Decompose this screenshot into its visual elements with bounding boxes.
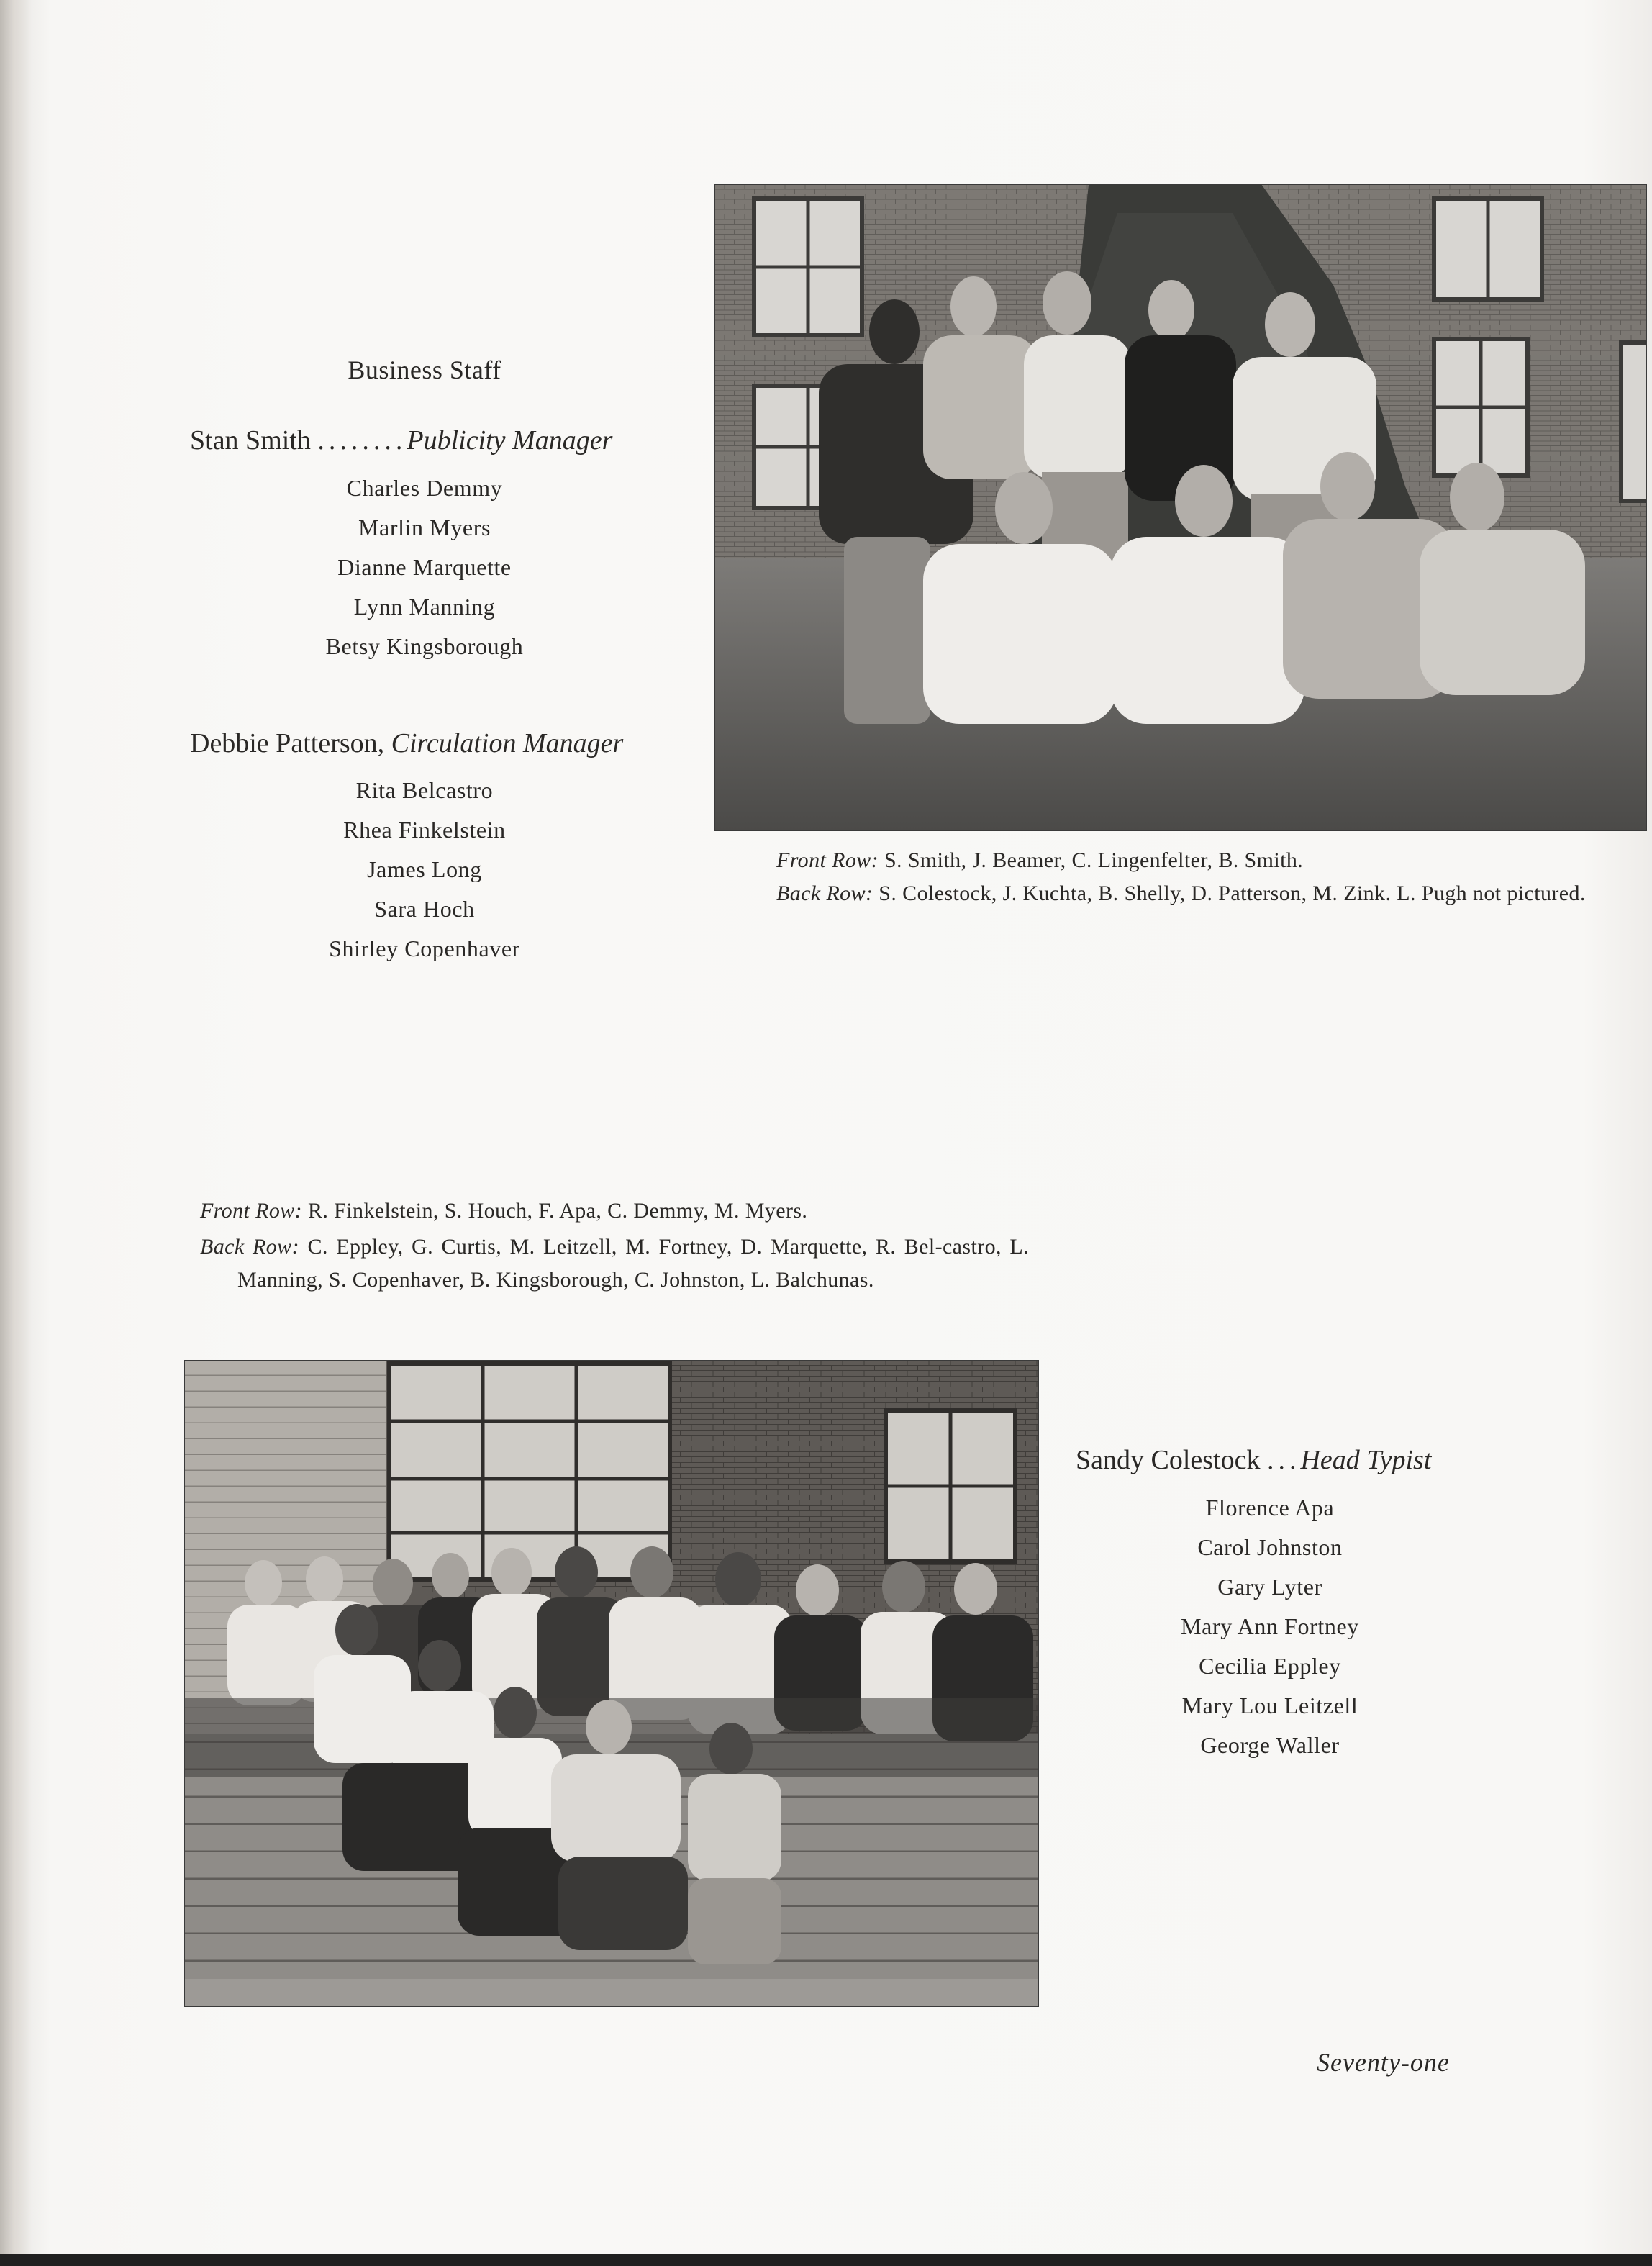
circulation-manager-title: Circulation Manager xyxy=(391,728,624,758)
publicity-manager-name: Stan Smith xyxy=(190,425,311,456)
list-item: Dianne Marquette xyxy=(337,554,512,580)
caption-back-row xyxy=(200,1231,1029,1297)
business-staff-heading xyxy=(273,355,576,385)
caption-back-row-label: Back Row: xyxy=(776,882,873,905)
list-item: Mary Ann Fortney xyxy=(1181,1613,1359,1639)
head-typist-line xyxy=(1076,1444,1431,1476)
circulation-staff-list xyxy=(273,771,576,969)
publicity-manager-line xyxy=(190,425,612,456)
top-photo-caption xyxy=(776,844,1611,910)
caption-front-row-names: S. Smith, J. Beamer, C. Lingenfelter, B. Smith. xyxy=(884,848,1304,872)
list-item: Sara Hoch xyxy=(374,896,475,922)
caption-back-row-names: S. Colestock, J. Kuchta, B. Shelly, D. Patterson, M. Zink. L. Pugh not pictured. xyxy=(879,882,1586,905)
list-item: Betsy Kingsborough xyxy=(325,633,524,659)
caption-front-row-label: Front Row: xyxy=(776,848,879,872)
typists-photo xyxy=(184,1360,1039,2007)
list-item: Shirley Copenhaver xyxy=(329,935,520,961)
caption-front-row xyxy=(776,844,1611,877)
caption-back-row-label: Back Row: xyxy=(200,1235,299,1259)
publicity-manager-title: Publicity Manager xyxy=(407,425,613,456)
leader-dots: ........ xyxy=(317,425,407,456)
list-item: George Waller xyxy=(1200,1732,1340,1758)
publicity-staff-list xyxy=(273,468,576,666)
list-item: Charles Demmy xyxy=(346,475,503,501)
binding-shadow xyxy=(0,0,32,2266)
head-typist-name: Sandy Colestock xyxy=(1076,1445,1261,1475)
page-number xyxy=(1317,2047,1450,2077)
list-item: Rhea Finkelstein xyxy=(343,817,506,843)
list-item: Carol Johnston xyxy=(1197,1534,1343,1560)
list-item: Mary Lou Leitzell xyxy=(1181,1692,1358,1718)
leader-dots: ... xyxy=(1266,1445,1301,1475)
head-typist-title: Head Typist xyxy=(1300,1445,1432,1475)
caption-back-row-names: C. Eppley, G. Curtis, M. Leitzell, M. Fortney, D. Marquette, R. Bel-castro, L. Manning, S. Copenhaver, B. Kingsborough, C. Johnston, L. Balchunas. xyxy=(237,1235,1029,1292)
list-item: Lynn Manning xyxy=(353,594,496,620)
list-item: Florence Apa xyxy=(1205,1495,1335,1521)
list-item: Cecilia Eppley xyxy=(1199,1653,1341,1679)
typist-list xyxy=(1122,1488,1417,1765)
caption-back-row xyxy=(776,877,1611,910)
list-item: Rita Belcastro xyxy=(355,777,494,803)
page-bottom-edge xyxy=(0,2254,1652,2266)
circulation-manager-name: Debbie Patterson, xyxy=(190,728,385,758)
list-item: Gary Lyter xyxy=(1217,1574,1322,1600)
caption-front-row xyxy=(200,1195,1029,1228)
list-item: James Long xyxy=(367,856,482,882)
page-number-text: Seventy-one xyxy=(1317,2048,1450,2077)
circulation-manager-line xyxy=(190,728,623,759)
caption-front-row-label: Front Row: xyxy=(200,1199,303,1223)
business-staff-photo xyxy=(714,184,1647,831)
list-item: Marlin Myers xyxy=(358,515,491,540)
bottom-photo-caption xyxy=(200,1195,1029,1297)
caption-front-row-names: R. Finkelstein, S. Houch, F. Apa, C. Demmy, M. Myers. xyxy=(307,1199,808,1223)
business-staff-heading-text: Business Staff xyxy=(348,355,502,384)
